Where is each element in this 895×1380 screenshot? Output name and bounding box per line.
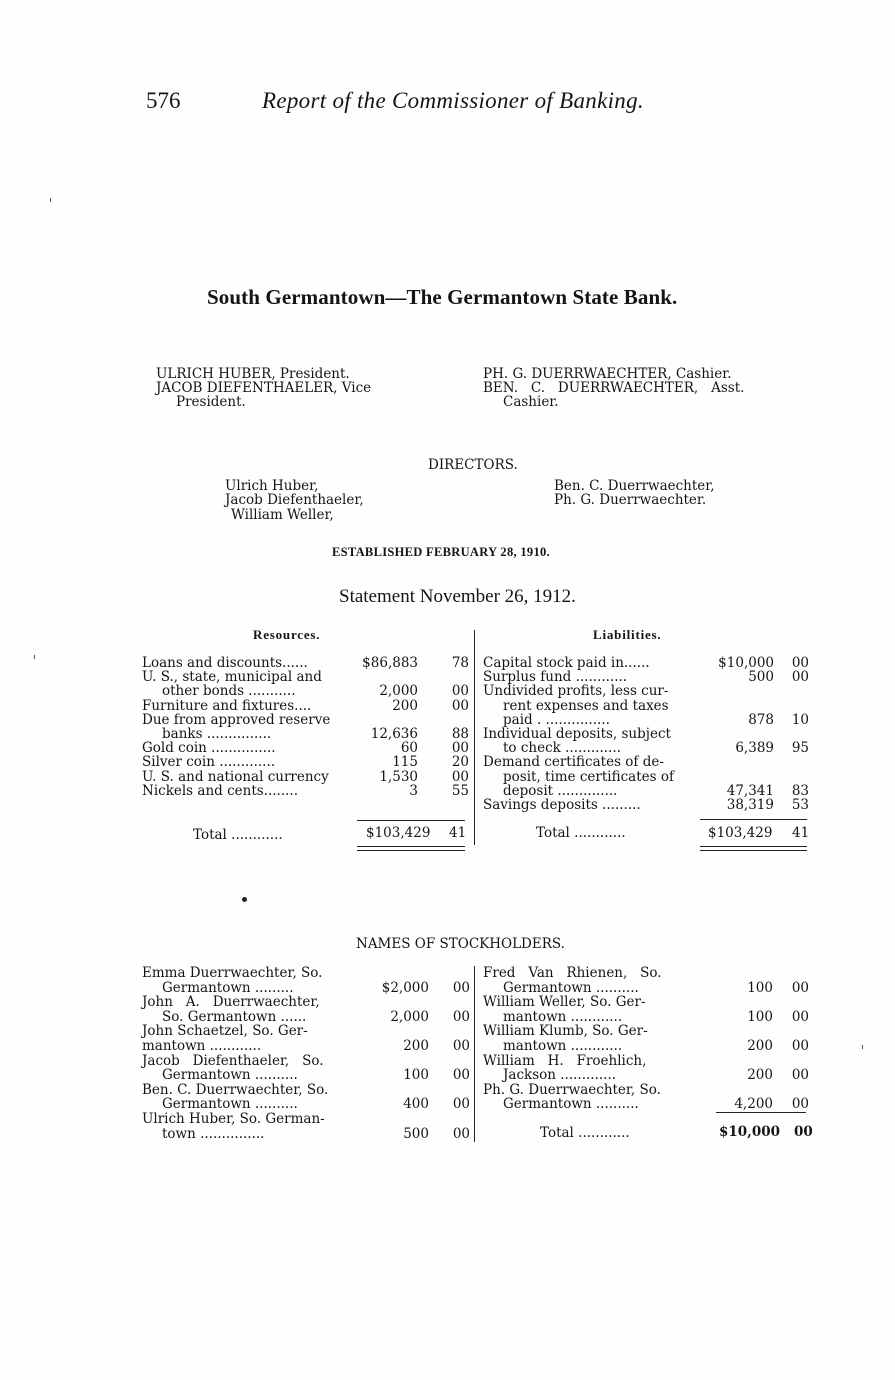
table-row <box>142 770 472 784</box>
officer-line: Cashier. <box>503 394 559 410</box>
stockholder-dollars: 100 <box>747 1008 773 1025</box>
table-row <box>142 699 472 713</box>
table-row <box>142 727 472 741</box>
stockholder-name: Jacob Diefenthaeler, So. <box>142 1052 324 1069</box>
row-dollars: $10,000 <box>718 655 774 671</box>
resources-table <box>142 656 472 798</box>
list-item <box>142 1054 470 1083</box>
row-cents: 00 <box>791 669 809 686</box>
row-label: Undivided profits, less cur- <box>483 683 669 700</box>
stockholder-address: So. Germantown ...... <box>162 1008 307 1025</box>
stockholder-name: John Schaetzel, So. Ger- <box>142 1023 308 1040</box>
stockholder-address: mantown ............ <box>503 1037 623 1054</box>
list-item <box>142 1083 470 1112</box>
row-cents: 10 <box>791 711 809 728</box>
row-cents: 83 <box>791 782 809 799</box>
stockholder-name: Ulrich Huber, So. German- <box>142 1110 325 1127</box>
row-label: Due from approved reserve <box>142 711 331 728</box>
list-item <box>142 1112 470 1141</box>
stockholder-cents: 00 <box>791 1037 809 1054</box>
director-name: Jacob Diefenthaeler, <box>225 492 364 508</box>
resources-double-rule <box>357 850 465 851</box>
stockholder-name: William Klumb, So. Ger- <box>483 1023 648 1040</box>
liabilities-heading: Liabilities. <box>593 627 662 642</box>
row-label: deposit .............. <box>503 782 618 799</box>
officer-line: JACOB DIEFENTHAELER, Vice <box>156 380 372 396</box>
row-label: to check ............. <box>503 740 621 757</box>
row-label: paid . ............... <box>503 711 610 728</box>
resources-total-cents: 41 <box>449 825 467 841</box>
stockholder-dollars: $2,000 <box>381 979 429 996</box>
stockholder-name: John A. Duerrwaechter, <box>142 994 320 1011</box>
table-row <box>142 755 472 769</box>
table-row <box>142 670 472 684</box>
page-number: 576 <box>146 88 181 113</box>
row-dollars: 500 <box>748 669 774 686</box>
list-item <box>142 995 470 1024</box>
officer-line: President. <box>176 394 246 410</box>
director-name: Ulrich Huber, <box>225 478 319 494</box>
row-label: other bonds ........... <box>162 683 296 700</box>
stockholder-address: Germantown .......... <box>503 1096 639 1113</box>
table-row <box>483 684 809 698</box>
row-label: Nickels and cents........ <box>142 782 299 799</box>
table-row <box>483 727 809 741</box>
scan-speck <box>34 655 35 659</box>
stockholder-name: William Weller, So. Ger- <box>483 994 646 1011</box>
row-cents: 00 <box>791 655 809 671</box>
resources-total-label: Total ............ <box>193 827 283 843</box>
liabilities-double-rule <box>700 846 807 847</box>
director-name: Ben. C. Duerrwaechter, <box>554 478 715 494</box>
stockholders-heading: NAMES OF STOCKHOLDERS. <box>356 936 565 952</box>
stockholder-cents: 00 <box>791 1008 809 1025</box>
row-label: Surplus fund ............ <box>483 669 628 686</box>
stockholder-address: Germantown .......... <box>162 1096 298 1113</box>
row-dollars: 200 <box>392 697 418 714</box>
stockholders-sum-rule <box>716 1112 806 1113</box>
liabilities-total-dollars: $103,429 <box>708 825 773 841</box>
officer-line: ULRICH HUBER, President. <box>156 366 350 382</box>
resources-double-rule <box>357 846 465 847</box>
stockholder-cents: 00 <box>452 1067 470 1084</box>
stockholder-dollars: 100 <box>403 1067 429 1084</box>
stockholders-total-label: Total ............ <box>540 1125 630 1141</box>
bank-title: South Germantown—The Germantown State Bank. <box>207 285 678 309</box>
stockholder-address: Germantown ......... <box>162 979 294 996</box>
row-dollars: 2,000 <box>379 683 418 700</box>
stockholders-total-cents: 00 <box>794 1124 813 1140</box>
stockholder-address: Jackson ............. <box>503 1067 617 1084</box>
row-label: rent expenses and taxes <box>503 697 669 714</box>
officer-line: BEN. C. DUERRWAECHTER, Asst. <box>483 380 745 396</box>
liabilities-sum-rule <box>700 819 807 820</box>
list-item <box>483 1054 811 1083</box>
row-label: Furniture and fixtures.... <box>142 697 312 714</box>
stockholder-dollars: 500 <box>403 1125 429 1142</box>
stockholder-cents: 00 <box>452 1037 470 1054</box>
row-dollars: 60 <box>400 740 418 757</box>
stockholder-address: mantown ............ <box>503 1008 623 1025</box>
row-cents: 53 <box>791 796 809 813</box>
stockholder-cents: 00 <box>791 979 809 996</box>
list-item <box>483 995 811 1024</box>
table-row <box>142 656 472 670</box>
stockholder-cents: 00 <box>452 1125 470 1142</box>
row-cents: 00 <box>451 683 469 700</box>
table-row <box>483 670 809 684</box>
scan-speck <box>862 1045 863 1049</box>
established-date: ESTABLISHED FEBRUARY 28, 1910. <box>332 545 550 559</box>
officer-line: PH. G. DUERRWAECHTER, Cashier. <box>483 366 732 382</box>
stockholder-name: Ph. G. Duerrwaechter, So. <box>483 1081 661 1098</box>
stockholder-address: Germantown .......... <box>162 1067 298 1084</box>
row-cents: 20 <box>451 754 469 771</box>
row-dollars: 12,636 <box>370 725 418 742</box>
row-cents: 00 <box>451 768 469 785</box>
row-label: Savings deposits ......... <box>483 796 641 813</box>
row-dollars: $86,883 <box>362 655 418 671</box>
liabilities-total-label: Total ............ <box>536 825 626 841</box>
stockholder-cents: 00 <box>452 1096 470 1113</box>
stockholder-cents: 00 <box>452 1008 470 1025</box>
row-label: Loans and discounts...... <box>142 655 308 671</box>
row-dollars: 3 <box>409 782 418 799</box>
row-label: Demand certificates of de- <box>483 754 664 771</box>
stockholder-dollars: 200 <box>403 1037 429 1054</box>
row-cents: 95 <box>791 740 809 757</box>
stockholder-cents: 00 <box>791 1067 809 1084</box>
scan-speck <box>50 198 51 202</box>
stockholders-right <box>483 966 811 1112</box>
list-item <box>483 1024 811 1053</box>
stockholder-name: Ben. C. Duerrwaechter, So. <box>142 1081 329 1098</box>
row-dollars: 6,389 <box>735 740 774 757</box>
table-row <box>142 741 472 755</box>
list-item <box>483 1083 811 1112</box>
row-label: Individual deposits, subject <box>483 725 671 742</box>
table-row <box>483 713 809 727</box>
column-divider <box>474 966 475 1142</box>
row-label: U. S., state, municipal and <box>142 669 322 686</box>
table-row <box>142 684 472 698</box>
stockholder-dollars: 100 <box>747 979 773 996</box>
row-cents: 88 <box>451 725 469 742</box>
table-row <box>483 741 809 755</box>
row-label: banks ............... <box>162 725 272 742</box>
stockholder-cents: 00 <box>452 979 470 996</box>
resources-heading: Resources. <box>253 627 321 642</box>
row-dollars: 1,530 <box>379 768 418 785</box>
list-item <box>483 966 811 995</box>
table-row <box>483 656 809 670</box>
stockholder-name: Emma Duerrwaechter, So. <box>142 965 323 981</box>
stockholder-dollars: 2,000 <box>390 1008 429 1025</box>
stockholder-address: Germantown .......... <box>503 979 639 996</box>
stockholders-left <box>142 966 470 1141</box>
row-label: Gold coin ............... <box>142 740 276 757</box>
stockholder-dollars: 4,200 <box>734 1096 773 1113</box>
liabilities-table <box>483 656 809 812</box>
row-cents: 55 <box>451 782 469 799</box>
list-item <box>142 966 470 995</box>
stockholder-address: town ............... <box>162 1125 265 1142</box>
row-label: Silver coin ............. <box>142 754 276 771</box>
table-row <box>483 755 809 769</box>
row-dollars: 878 <box>748 711 774 728</box>
liabilities-double-rule <box>700 850 807 851</box>
row-label: posit, time certificates of <box>503 768 674 785</box>
stockholder-cents: 00 <box>791 1096 809 1113</box>
table-row <box>483 699 809 713</box>
row-cents: 78 <box>451 655 469 671</box>
row-cents: 00 <box>451 740 469 757</box>
stockholder-dollars: 400 <box>403 1096 429 1113</box>
director-name: Ph. G. Duerrwaechter. <box>554 492 707 508</box>
table-row <box>483 770 809 784</box>
column-divider <box>474 630 475 845</box>
running-head: Report of the Commissioner of Banking. <box>262 88 644 113</box>
row-dollars: 115 <box>392 754 418 771</box>
row-label: U. S. and national currency <box>142 768 329 785</box>
table-row <box>142 713 472 727</box>
stockholders-total-dollars: $10,000 <box>719 1124 781 1140</box>
stockholder-dollars: 200 <box>747 1067 773 1084</box>
table-row <box>142 784 472 798</box>
stockholder-name: Fred Van Rhienen, So. <box>483 965 662 981</box>
stockholder-dollars: 200 <box>747 1037 773 1054</box>
resources-sum-rule <box>357 820 465 821</box>
stockholder-name: William H. Froehlich, <box>483 1052 647 1069</box>
table-row <box>483 784 809 798</box>
statement-title: Statement November 26, 1912. <box>339 586 576 607</box>
row-dollars: 47,341 <box>726 782 774 799</box>
ink-dot <box>242 897 247 902</box>
table-row <box>483 798 809 812</box>
director-name: William Weller, <box>231 507 334 523</box>
stockholder-address: mantown ............ <box>142 1037 262 1054</box>
list-item <box>142 1024 470 1053</box>
resources-total-dollars: $103,429 <box>366 825 431 841</box>
liabilities-total-cents: 41 <box>792 825 810 841</box>
directors-heading: DIRECTORS. <box>428 457 518 473</box>
row-dollars: 38,319 <box>726 796 774 813</box>
row-cents: 00 <box>451 697 469 714</box>
row-label: Capital stock paid in...... <box>483 655 650 671</box>
